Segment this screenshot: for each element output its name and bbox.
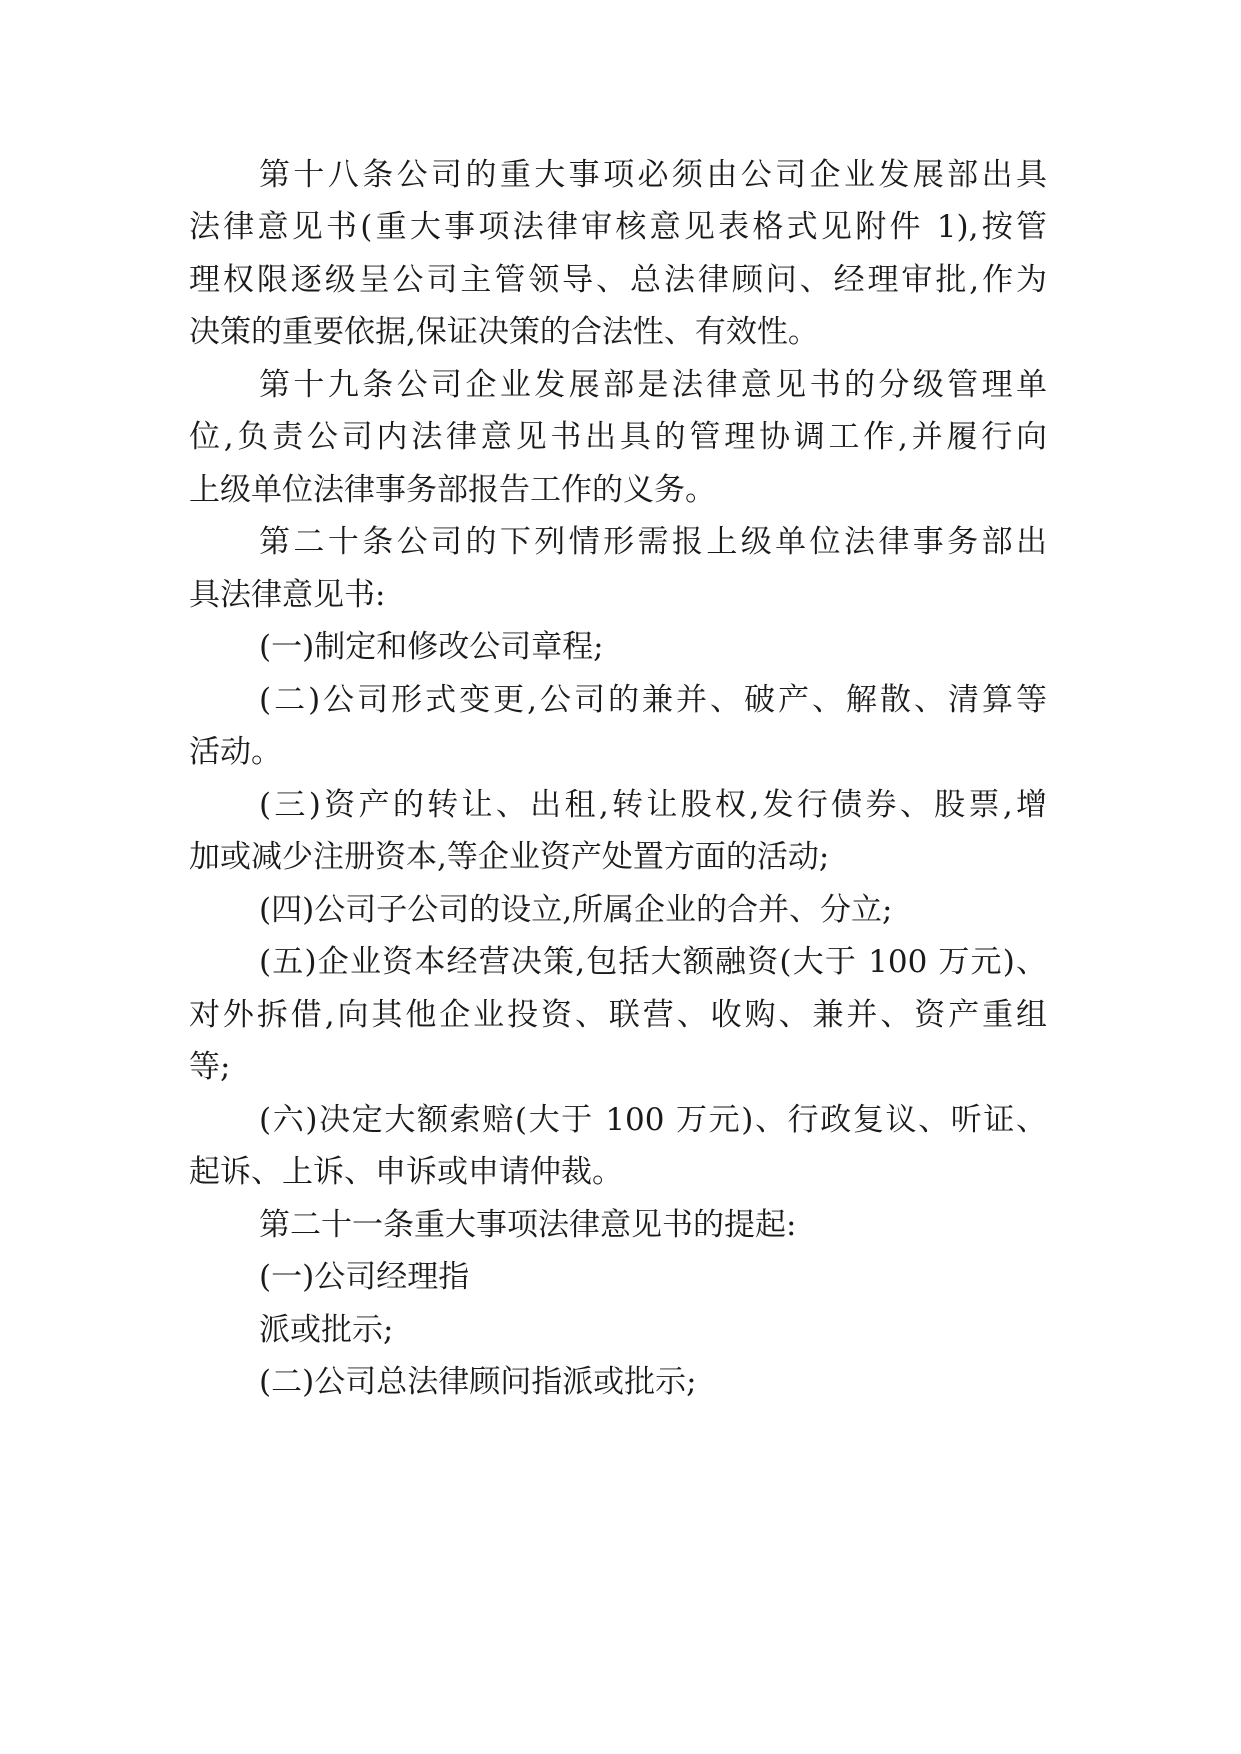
article-18-line-3: 理权限逐级呈公司主管领导、总法律顾问、经理审批,作为 [189,262,1047,298]
article-19-line-3: 上级单位法律事务部报告工作的义务。 [189,472,716,508]
item-5-line-3: 等; [189,1049,231,1085]
item-5-line-1: (五)企业资本经营决策,包括大额融资(大于 100 万元)、 [259,944,1047,980]
item-5-line-2: 对外拆借,向其他企业投资、联营、收购、兼并、资产重组 [189,997,1047,1033]
item-4-line: (四)公司子公司的设立,所属企业的合并、分立; [259,892,893,928]
article-21-item-1-line-2: 派或批示; [259,1312,394,1348]
article-20-line-2: 具法律意见书: [189,577,386,613]
article-18-line-2: 法律意见书(重大事项法律审核意见表格式见附件 1),按管 [189,209,1047,245]
article-21-item-1-line-1: (一)公司经理指 [259,1259,470,1295]
article-20-line-1: 第二十条公司的下列情形需报上级单位法律事务部出 [259,524,1047,560]
item-2-line-2: 活动。 [189,734,282,770]
article-18-line-4: 决策的重要依据,保证决策的合法性、有效性。 [189,314,819,350]
item-3-line-2: 加或减少注册资本,等企业资产处置方面的活动; [189,839,830,875]
item-6-line-1: (六)决定大额索赔(大于 100 万元)、行政复议、听证、 [259,1102,1047,1138]
article-18-line-1: 第十八条公司的重大事项必须由公司企业发展部出具 [259,157,1047,193]
item-1-line: (一)制定和修改公司章程; [259,629,604,665]
article-21-line: 第二十一条重大事项法律意见书的提起: [259,1207,797,1243]
item-6-line-2: 起诉、上诉、申诉或申请仲裁。 [189,1154,623,1190]
article-21-item-2-line: (二)公司总法律顾问指派或批示; [259,1364,697,1400]
item-2-line-1: (二)公司形式变更,公司的兼并、破产、解散、清算等 [259,682,1047,718]
article-19-line-1: 第十九条公司企业发展部是法律意见书的分级管理单 [259,367,1047,403]
article-19-line-2: 位,负责公司内法律意见书出具的管理协调工作,并履行向 [189,419,1047,455]
item-3-line-1: (三)资产的转让、出租,转让股权,发行债券、股票,增 [259,787,1047,823]
